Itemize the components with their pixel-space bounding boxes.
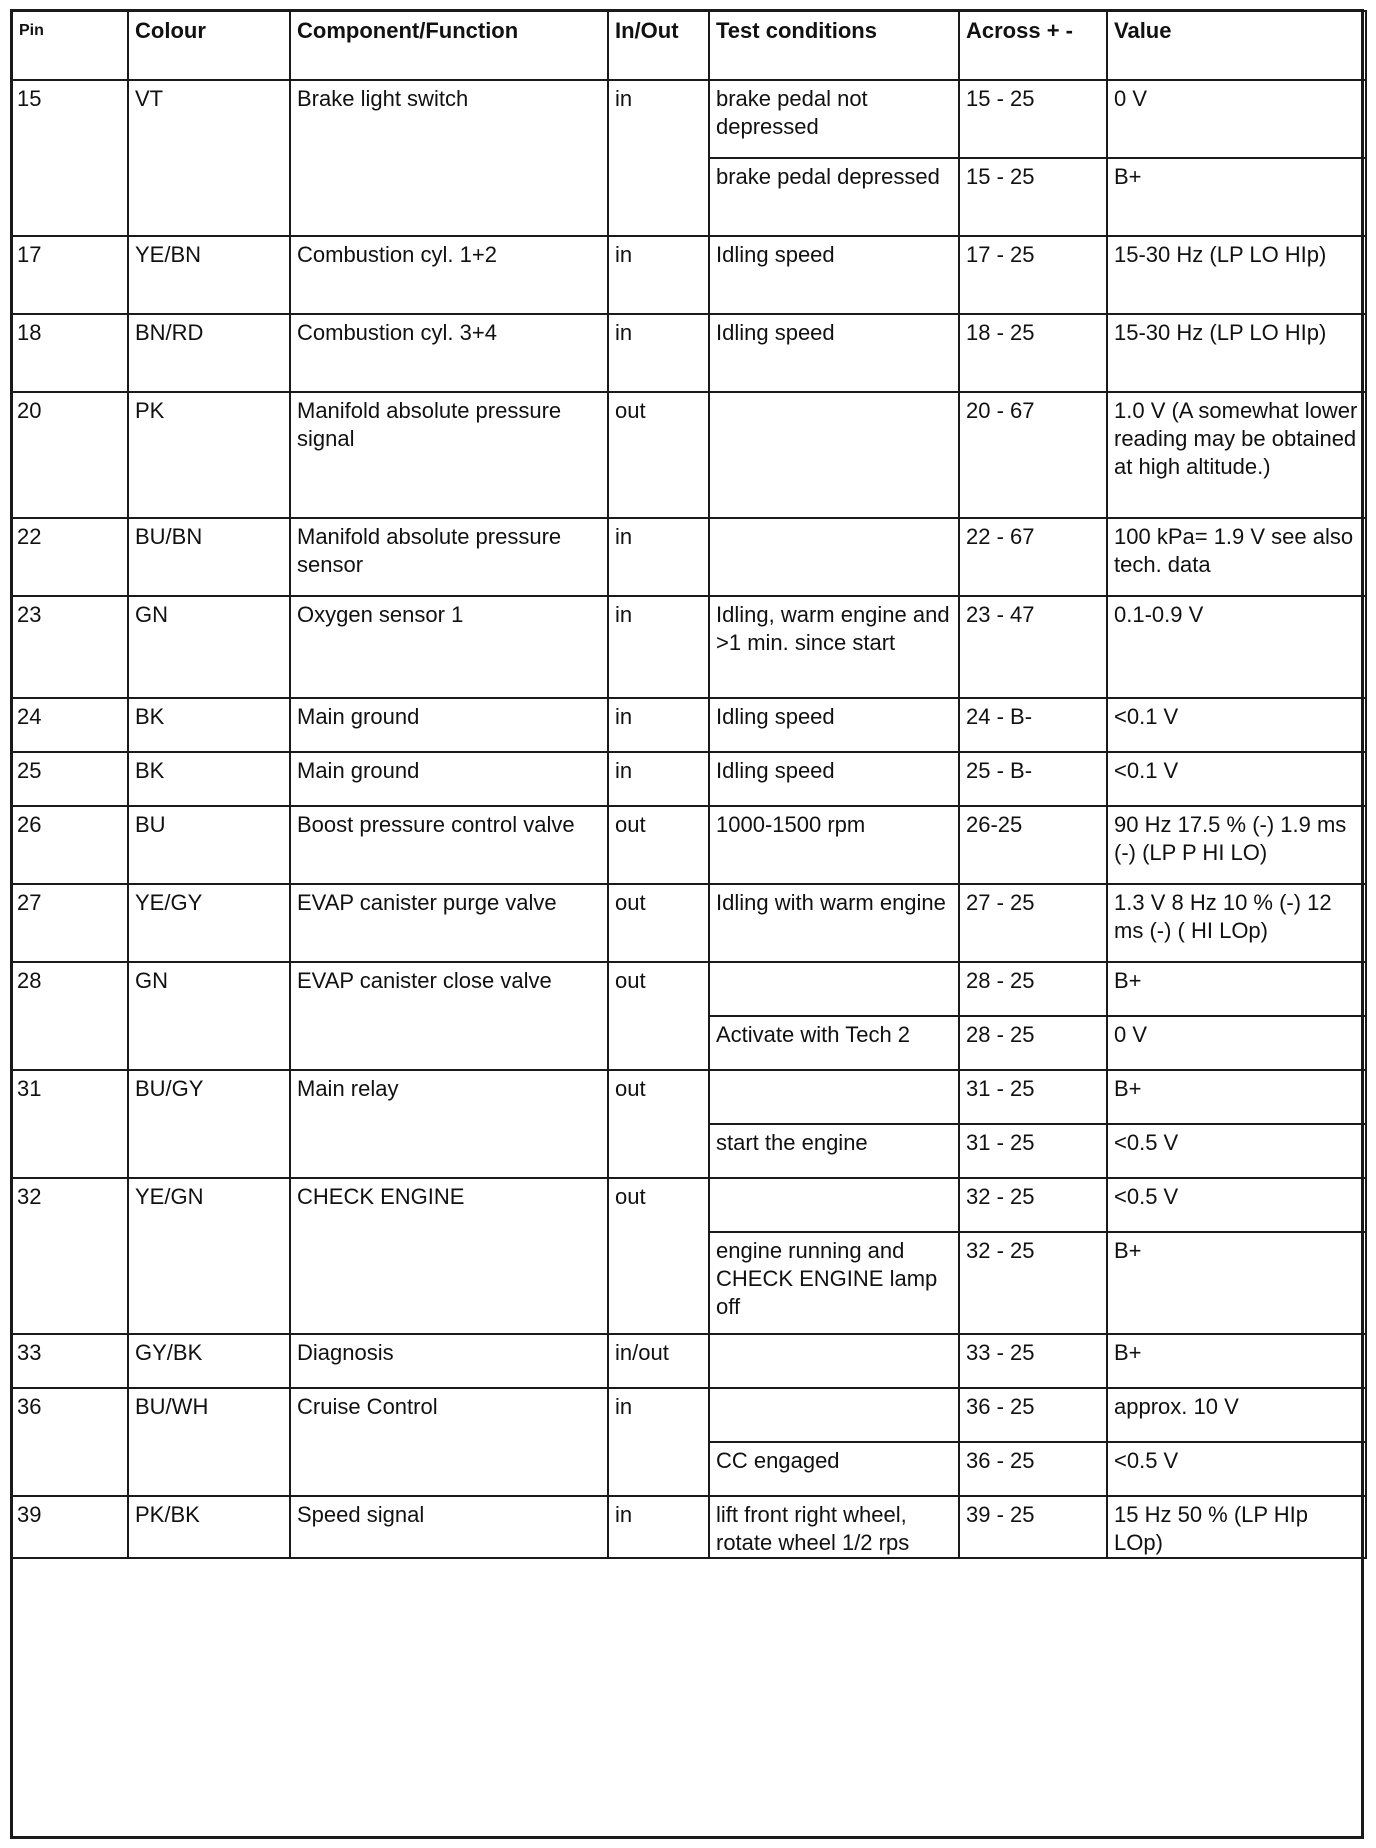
inout-cell: out (608, 392, 709, 518)
pin-cell: 23 (12, 596, 128, 698)
pin-cell: 24 (12, 698, 128, 752)
value-cell: 100 kPa= 1.9 V see also tech. data (1107, 518, 1366, 596)
pin-cell: 33 (12, 1334, 128, 1388)
inout-cell: out (608, 962, 709, 1070)
value-cell: approx. 10 V (1107, 1388, 1366, 1442)
value-cell: 1.3 V 8 Hz 10 % (-) 12 ms (-) ( HI LOp) (1107, 884, 1366, 962)
inout-cell: in (608, 314, 709, 392)
table-row (12, 1178, 1366, 1232)
colour-cell: YE/BN (128, 236, 290, 314)
table-row (12, 392, 1366, 518)
component-cell: Main ground (290, 752, 608, 806)
test-conditions-cell (709, 1070, 959, 1124)
colour-cell: GN (128, 962, 290, 1070)
header-across: Across + - (959, 11, 1107, 80)
colour-cell: BU/BN (128, 518, 290, 596)
pin-cell: 18 (12, 314, 128, 392)
across-cell: 20 - 67 (959, 392, 1107, 518)
table-row (12, 518, 1366, 596)
test-conditions-cell: Activate with Tech 2 (709, 1016, 959, 1070)
component-cell: Oxygen sensor 1 (290, 596, 608, 698)
component-cell: EVAP canister close valve (290, 962, 608, 1070)
table-row (12, 596, 1366, 698)
test-conditions-cell: Idling speed (709, 698, 959, 752)
component-cell: EVAP canister purge valve (290, 884, 608, 962)
table-row (12, 1070, 1366, 1124)
test-conditions-cell (709, 518, 959, 596)
test-conditions-cell: lift front right wheel, rotate wheel 1/2 rps (709, 1496, 959, 1558)
test-conditions-cell: brake pedal not depressed (709, 80, 959, 158)
table-row (12, 884, 1366, 962)
across-cell: 33 - 25 (959, 1334, 1107, 1388)
test-conditions-cell: engine running and CHECK ENGINE lamp off (709, 1232, 959, 1334)
component-cell: CHECK ENGINE (290, 1178, 608, 1334)
table-row (12, 1334, 1366, 1388)
component-cell: Main ground (290, 698, 608, 752)
test-conditions-cell: CC engaged (709, 1442, 959, 1496)
pin-cell: 36 (12, 1388, 128, 1496)
pin-cell: 25 (12, 752, 128, 806)
across-cell: 17 - 25 (959, 236, 1107, 314)
inout-cell: out (608, 884, 709, 962)
colour-cell: VT (128, 80, 290, 236)
inout-cell: in (608, 752, 709, 806)
component-cell: Manifold absolute pressure sensor (290, 518, 608, 596)
colour-cell: YE/GN (128, 1178, 290, 1334)
component-cell: Diagnosis (290, 1334, 608, 1388)
table-row (12, 806, 1366, 884)
test-conditions-cell: Idling speed (709, 236, 959, 314)
header-test-conditions: Test conditions (709, 11, 959, 80)
test-conditions-cell (709, 962, 959, 1016)
inout-cell: out (608, 1178, 709, 1334)
inout-cell: in (608, 596, 709, 698)
pin-cell: 39 (12, 1496, 128, 1558)
value-cell: B+ (1107, 1232, 1366, 1334)
across-cell: 26-25 (959, 806, 1107, 884)
colour-cell: BU/WH (128, 1388, 290, 1496)
value-cell: B+ (1107, 158, 1366, 236)
across-cell: 28 - 25 (959, 1016, 1107, 1070)
test-conditions-cell: Idling speed (709, 314, 959, 392)
table-row (12, 752, 1366, 806)
pin-cell: 27 (12, 884, 128, 962)
pin-cell: 20 (12, 392, 128, 518)
across-cell: 36 - 25 (959, 1388, 1107, 1442)
across-cell: 32 - 25 (959, 1232, 1107, 1334)
header-component: Component/Function (290, 11, 608, 80)
test-conditions-cell (709, 1388, 959, 1442)
inout-cell: in (608, 1496, 709, 1558)
inout-cell: out (608, 806, 709, 884)
table-body (12, 80, 1366, 1558)
test-conditions-cell (709, 1334, 959, 1388)
table-row (12, 236, 1366, 314)
component-cell: Speed signal (290, 1496, 608, 1558)
inout-cell: out (608, 1070, 709, 1178)
colour-cell: PK (128, 392, 290, 518)
inout-cell: in (608, 236, 709, 314)
header-pin: Pin (12, 11, 128, 80)
across-cell: 22 - 67 (959, 518, 1107, 596)
table-row (12, 962, 1366, 1016)
across-cell: 31 - 25 (959, 1070, 1107, 1124)
header-row (12, 11, 1366, 80)
value-cell: 90 Hz 17.5 % (-) 1.9 ms (-) (LP P HI LO) (1107, 806, 1366, 884)
test-conditions-cell: 1000-1500 rpm (709, 806, 959, 884)
pin-cell: 31 (12, 1070, 128, 1178)
colour-cell: BU/GY (128, 1070, 290, 1178)
across-cell: 28 - 25 (959, 962, 1107, 1016)
value-cell: <0.5 V (1107, 1442, 1366, 1496)
across-cell: 32 - 25 (959, 1178, 1107, 1232)
across-cell: 31 - 25 (959, 1124, 1107, 1178)
value-cell: B+ (1107, 962, 1366, 1016)
test-conditions-cell: Idling, warm engine and >1 min. since start (709, 596, 959, 698)
header-colour: Colour (128, 11, 290, 80)
component-cell: Brake light switch (290, 80, 608, 236)
colour-cell: BN/RD (128, 314, 290, 392)
test-conditions-cell: Idling with warm engine (709, 884, 959, 962)
pin-cell: 28 (12, 962, 128, 1070)
inout-cell: in (608, 698, 709, 752)
component-cell: Main relay (290, 1070, 608, 1178)
table-row (12, 698, 1366, 752)
header-value: Value (1107, 11, 1366, 80)
value-cell: 1.0 V (A somewhat lower reading may be obtained at high altitude.) (1107, 392, 1366, 518)
across-cell: 15 - 25 (959, 158, 1107, 236)
table-row (12, 80, 1366, 158)
table-row (12, 1388, 1366, 1442)
value-cell: 15-30 Hz (LP LO HIp) (1107, 314, 1366, 392)
inout-cell: in/out (608, 1334, 709, 1388)
across-cell: 15 - 25 (959, 80, 1107, 158)
pin-cell: 26 (12, 806, 128, 884)
value-cell: 0.1-0.9 V (1107, 596, 1366, 698)
inout-cell: in (608, 80, 709, 236)
value-cell: 0 V (1107, 80, 1366, 158)
header-inout: In/Out (608, 11, 709, 80)
colour-cell: PK/BK (128, 1496, 290, 1558)
component-cell: Manifold absolute pressure signal (290, 392, 608, 518)
test-conditions-cell: brake pedal depressed (709, 158, 959, 236)
value-cell: <0.5 V (1107, 1124, 1366, 1178)
across-cell: 25 - B- (959, 752, 1107, 806)
across-cell: 39 - 25 (959, 1496, 1107, 1558)
pin-cell: 22 (12, 518, 128, 596)
inout-cell: in (608, 518, 709, 596)
test-conditions-cell: start the engine (709, 1124, 959, 1178)
value-cell: B+ (1107, 1070, 1366, 1124)
across-cell: 36 - 25 (959, 1442, 1107, 1496)
across-cell: 23 - 47 (959, 596, 1107, 698)
inout-cell: in (608, 1388, 709, 1496)
colour-cell: BU (128, 806, 290, 884)
across-cell: 24 - B- (959, 698, 1107, 752)
component-cell: Cruise Control (290, 1388, 608, 1496)
value-cell: 15 Hz 50 % (LP HIp LOp) (1107, 1496, 1366, 1558)
across-cell: 27 - 25 (959, 884, 1107, 962)
value-cell: <0.1 V (1107, 698, 1366, 752)
pin-cell: 15 (12, 80, 128, 236)
pin-table (11, 10, 1367, 1559)
table-row (12, 1496, 1366, 1558)
colour-cell: GY/BK (128, 1334, 290, 1388)
colour-cell: YE/GY (128, 884, 290, 962)
value-cell: B+ (1107, 1334, 1366, 1388)
colour-cell: BK (128, 752, 290, 806)
component-cell: Boost pressure control valve (290, 806, 608, 884)
table-row (12, 314, 1366, 392)
value-cell: 0 V (1107, 1016, 1366, 1070)
pin-cell: 32 (12, 1178, 128, 1334)
pin-cell: 17 (12, 236, 128, 314)
colour-cell: BK (128, 698, 290, 752)
across-cell: 18 - 25 (959, 314, 1107, 392)
test-conditions-cell (709, 392, 959, 518)
test-conditions-cell (709, 1178, 959, 1232)
test-conditions-cell: Idling speed (709, 752, 959, 806)
value-cell: <0.5 V (1107, 1178, 1366, 1232)
component-cell: Combustion cyl. 3+4 (290, 314, 608, 392)
component-cell: Combustion cyl. 1+2 (290, 236, 608, 314)
colour-cell: GN (128, 596, 290, 698)
value-cell: <0.1 V (1107, 752, 1366, 806)
value-cell: 15-30 Hz (LP LO HIp) (1107, 236, 1366, 314)
